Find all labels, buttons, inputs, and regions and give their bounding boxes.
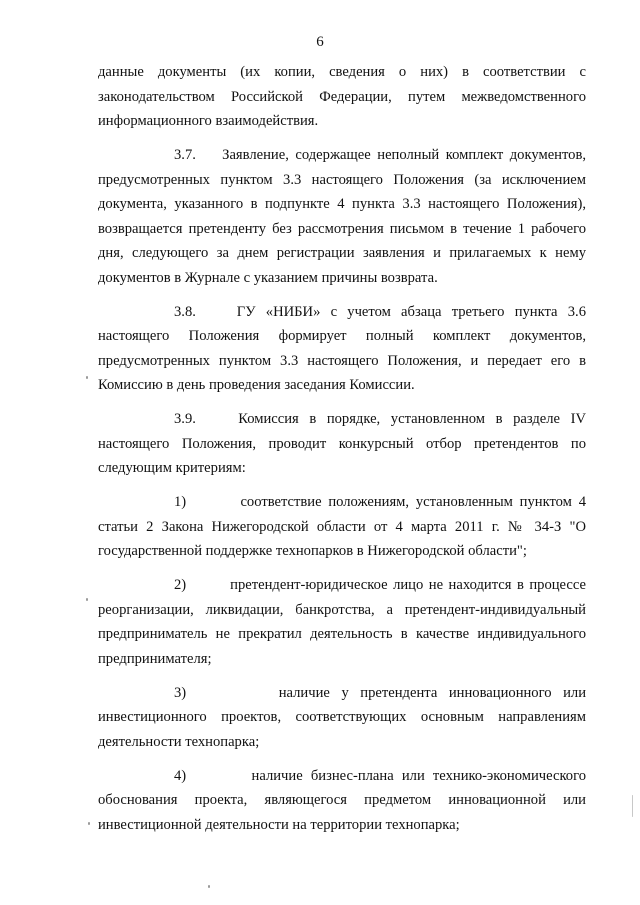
- paragraph-text: Комиссия в порядке, установленном в разделе IV настоящего Положения, проводит конкурсный отбор претендентов по следующим критериям:: [98, 411, 587, 476]
- paragraph-text: Заявление, содержащее неполный комплект документов, предусмотренных пунктом 3.3 настоящего Положения (за исключением документа, указанного в подпункте 4 пункта 3.3 настоящего Положения), возвращается претенденту без рассмотрения письмом в течение 1 рабочего дня, следующего за днем регистрации заявления и прилагаемых к нему документов в Журнале с указанием причины возврата.: [98, 147, 587, 286]
- scan-mark: [88, 822, 90, 825]
- criterion-1: [98, 490, 586, 564]
- criterion-4: [98, 764, 586, 838]
- list-number: 3): [174, 684, 187, 701]
- clause-number: 3.9.: [174, 411, 196, 427]
- criterion-2: [98, 573, 586, 671]
- clause-number: 3.8.: [174, 303, 196, 320]
- document-body: [98, 60, 586, 847]
- paragraph-text: претендент-юридическое лицо не находится в процессе реорганизации, ликвидации, банкротства, а претендент-индивидуальный предприниматель не прекратил деятельность в качестве индивидуального предпринимателя;: [98, 577, 586, 667]
- paragraph-continuation: [98, 60, 586, 134]
- paragraph-3-7: [98, 143, 586, 290]
- paragraph-text: ГУ «НИБИ» с учетом абзаца третьего пункта 3.6 настоящего Положения формирует полный комплект документов, предусмотренных пунктом 3.3 настоящего Положения, и передает его в Комиссию в день проведения заседания Комиссии.: [98, 303, 587, 393]
- paragraph-3-8: [98, 300, 586, 398]
- criterion-3: [98, 681, 586, 755]
- scan-mark: [208, 885, 210, 888]
- list-number: 1): [174, 494, 187, 510]
- scan-mark: [86, 598, 88, 601]
- paragraph-text: данные документы (их копии, сведения о них) в соответствии с законодательством Российской Федерации, путем межведомственного информационного взаимодействия.: [98, 64, 586, 129]
- paragraph-text: наличие бизнес-плана или технико-экономического обоснования проекта, являющегося предметом инновационной или инвестиционной деятельности на территории технопарка;: [98, 767, 587, 833]
- list-number: 2): [174, 577, 187, 593]
- clause-number: 3.7.: [174, 147, 196, 163]
- paragraph-text: соответствие положениям, установленным пунктом 4 статьи 2 Закона Нижегородской области от 4 марта 2011 г. № 34-З "О государственной поддержке технопарков в Нижегородской области";: [98, 494, 586, 559]
- paragraph-3-9: [98, 407, 586, 481]
- scan-edge-mark: [632, 795, 633, 817]
- list-number: 4): [174, 767, 187, 784]
- paragraph-text: наличие у претендента инновационного или инвестиционного проектов, соответствующих основным направлениям деятельности технопарка;: [98, 684, 586, 750]
- scan-mark: [86, 376, 88, 379]
- page-number: 6: [316, 34, 324, 50]
